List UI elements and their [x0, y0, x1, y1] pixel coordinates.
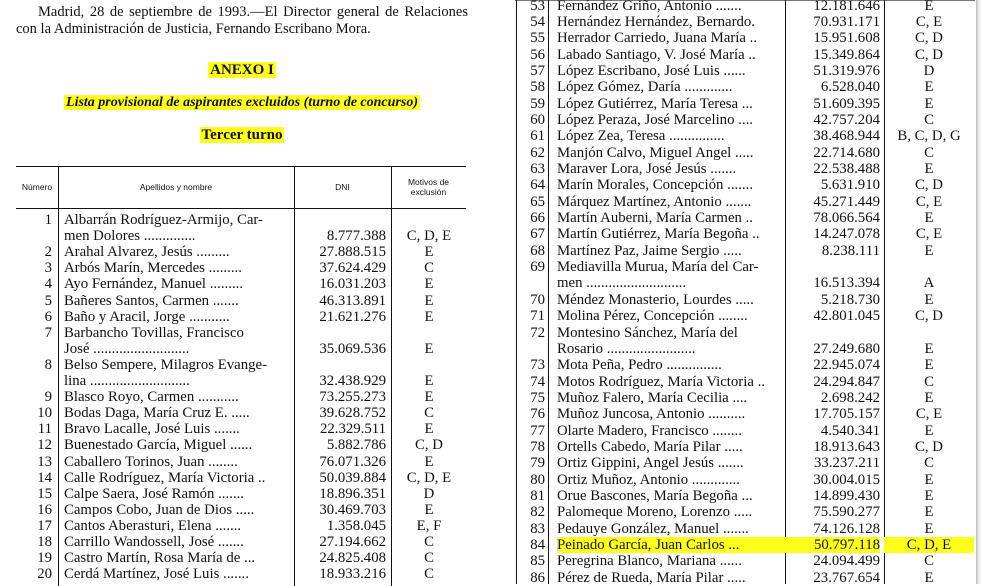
- table-row: [516, 63, 976, 79]
- row-motives: E: [424, 373, 434, 389]
- row-name: Arahal Alvarez, Jesús .........: [64, 244, 230, 261]
- table-row: [516, 161, 976, 177]
- table-row: [516, 504, 976, 520]
- row-dni: 32.438.929: [319, 373, 386, 389]
- row-name: men ...........................: [557, 275, 687, 292]
- table-row: [516, 488, 976, 504]
- table-row: [16, 421, 466, 437]
- row-motives: E: [424, 389, 434, 406]
- row-number: 84: [530, 537, 545, 554]
- row-number: 10: [37, 405, 52, 422]
- row-number: 71: [530, 308, 545, 325]
- row-number: 67: [530, 226, 545, 243]
- table-row: [16, 454, 466, 470]
- row-motives: C: [424, 260, 434, 277]
- table-row: [516, 423, 976, 439]
- table-row: [16, 228, 466, 244]
- header-number: Número: [21, 182, 53, 192]
- row-name: Castro Martín, Rosa María de ...: [64, 550, 256, 567]
- row-dni: 16.513.394: [813, 275, 880, 292]
- table-row: [516, 374, 976, 390]
- row-number: 15: [37, 485, 52, 502]
- table-row: [16, 486, 466, 502]
- table-row: [516, 406, 976, 422]
- row-name: Maraver Lora, José Jesús .......: [557, 161, 737, 177]
- row-name: Mota Peña, Pedro ...............: [557, 357, 722, 374]
- row-name: Bodas Daga, María Cruz E. .....: [64, 405, 250, 422]
- row-motives: E: [924, 0, 934, 14]
- row-motives: E: [424, 308, 434, 325]
- row-dni: 22.714.680: [813, 144, 880, 161]
- row-name: Arbós Marín, Mercedes .........: [64, 260, 242, 277]
- table-row: [16, 550, 466, 566]
- table-row: [16, 566, 466, 582]
- row-dni: 35.069.536: [319, 340, 386, 357]
- row-name: Ortiz Muñoz, Antonio .............: [557, 471, 740, 488]
- row-motives: C: [924, 111, 934, 128]
- row-number: 7: [44, 324, 52, 341]
- row-number: 4: [44, 276, 52, 293]
- row-name: Cantos Aberasturi, Elena .......: [64, 517, 242, 534]
- header-dni: DNI: [335, 182, 350, 192]
- table-row: [516, 472, 976, 488]
- table-row: [516, 243, 976, 259]
- row-motives: E: [924, 357, 934, 374]
- row-name: López Zea, Teresa ...............: [557, 128, 725, 145]
- row-number: 80: [530, 471, 545, 488]
- row-number: 6: [44, 308, 52, 325]
- row-dni: 17.705.157: [813, 406, 880, 423]
- table-row: [516, 210, 976, 226]
- row-name: Martín Gutiérrez, María Begoña ..: [557, 226, 760, 243]
- row-number: 83: [530, 520, 545, 537]
- table-row: [16, 260, 466, 276]
- row-motives: C, E: [915, 226, 943, 243]
- row-name: Peregrina Blanco, Mariana ......: [557, 553, 742, 570]
- row-motives: E: [924, 471, 934, 488]
- table-row: [16, 502, 466, 518]
- row-name: Olarte Madero, Francisco ........: [557, 422, 742, 439]
- row-number: 68: [530, 242, 545, 259]
- table-row: [516, 308, 976, 324]
- table-row: [516, 455, 976, 471]
- row-dni: 16.031.203: [319, 276, 386, 293]
- row-dni: 15.349.864: [813, 46, 880, 63]
- row-dni: 24.825.408: [319, 550, 386, 567]
- row-number: 5: [44, 292, 52, 309]
- row-name: Méndez Monasterio, Lourdes .....: [557, 291, 754, 308]
- table-row: [16, 470, 466, 486]
- row-number: 20: [37, 566, 52, 583]
- row-dni: 27.888.515: [319, 244, 386, 261]
- row-number: 12: [37, 437, 52, 454]
- row-motives: B, C, D, G: [897, 128, 961, 145]
- row-dni: 5.882.786: [326, 437, 386, 454]
- row-motives: A: [923, 275, 935, 292]
- row-dni: 33.237.211: [813, 455, 880, 472]
- table-row: [516, 226, 976, 242]
- row-motives: C: [424, 566, 434, 583]
- row-name: Carrillo Wandossell, José .......: [64, 534, 244, 550]
- row-motives: E: [924, 242, 934, 259]
- row-number: 53: [530, 0, 545, 14]
- table-row: [16, 389, 466, 405]
- row-name: Blasco Royo, Carmen ...........: [64, 389, 239, 406]
- row-dni: 37.624.429: [319, 260, 386, 277]
- row-dni: 78.066.564: [813, 210, 880, 227]
- table-row: [516, 259, 976, 275]
- row-dni: 50.797.118: [788, 537, 880, 553]
- row-dni: 18.896.351: [319, 485, 386, 502]
- row-motives: E: [924, 95, 934, 112]
- row-name: Martínez Paz, Jaime Sergio .....: [557, 242, 742, 259]
- row-dni: 4.540.341: [820, 422, 880, 439]
- row-dni: 45.271.449: [813, 193, 880, 210]
- row-number: 85: [530, 553, 545, 570]
- row-number: 81: [530, 488, 545, 504]
- row-motives: E: [924, 422, 934, 439]
- row-dni: 42.801.045: [813, 308, 880, 325]
- table-row: [16, 341, 466, 357]
- row-number: 75: [530, 389, 545, 406]
- row-number: 70: [530, 291, 545, 308]
- row-dni: 30.004.015: [813, 471, 880, 488]
- table-row: [16, 325, 466, 341]
- list-title: [16, 95, 468, 111]
- row-number: 8: [44, 356, 52, 373]
- table-header-rule: [16, 208, 466, 209]
- row-dni: 70.931.171: [813, 13, 880, 30]
- row-number: 62: [530, 144, 545, 161]
- row-number: 61: [530, 128, 545, 145]
- row-motives: E: [424, 453, 434, 470]
- row-number: 2: [44, 244, 52, 261]
- table-row: [516, 128, 976, 144]
- row-name: López Gómez, Daría .............: [557, 79, 733, 96]
- row-motives: C: [424, 534, 434, 550]
- row-name: Calpe Saera, José Ramón .......: [64, 485, 244, 502]
- row-number: 77: [530, 422, 545, 439]
- row-number: 13: [37, 453, 52, 470]
- header-name: Apellidos y nombre: [139, 182, 213, 192]
- row-dni: 24.094.499: [813, 553, 880, 570]
- row-dni: 2.698.242: [820, 389, 880, 406]
- row-name: Buenestado García, Miguel ......: [64, 437, 253, 454]
- row-motives: E: [924, 79, 934, 96]
- row-name: Ayo Fernández, Manuel .........: [64, 276, 244, 293]
- annex-title: [16, 62, 468, 79]
- table-row: [516, 537, 976, 553]
- row-name: Hernández Hernández, Bernardo.: [557, 13, 756, 30]
- row-number: 16: [37, 501, 52, 518]
- row-name: Muñoz Falero, María Cecilia ....: [557, 389, 748, 406]
- row-name: López Escribano, José Luis ......: [557, 62, 746, 79]
- row-motives: E: [924, 488, 934, 504]
- row-name: Baño y Aracil, Jorge ...........: [64, 308, 230, 325]
- row-name: Manjón Calvo, Miguel Angel .....: [557, 144, 754, 161]
- table-row: [16, 293, 466, 309]
- row-name: Cerdá Martínez, José Luis .......: [64, 566, 249, 583]
- table-row: [16, 212, 466, 228]
- row-motives: C, E: [915, 193, 943, 210]
- table-row: [516, 96, 976, 112]
- row-name: Peinado García, Juan Carlos ...: [557, 537, 799, 553]
- row-motives: C: [924, 455, 934, 472]
- row-number: 86: [530, 569, 545, 586]
- table-row: [16, 437, 466, 453]
- row-number: 54: [530, 13, 545, 30]
- row-motives: C, D, E: [406, 469, 452, 486]
- list-title-text: Lista provisional de aspirantes excluidos (turno de concurso): [66, 95, 418, 110]
- row-name: Labado Santiago, V. José María ..: [557, 46, 756, 63]
- row-dni: 74.126.128: [813, 520, 880, 537]
- header-motives: Motivos de exclusión: [407, 177, 450, 197]
- row-motives: E: [924, 389, 934, 406]
- row-motives: C, D, E: [406, 228, 452, 245]
- row-name: Barbancho Tovillas, Francisco: [64, 324, 244, 341]
- row-number: 72: [530, 324, 545, 341]
- table-row: [16, 357, 466, 373]
- row-dni: 21.621.276: [319, 308, 386, 325]
- row-motives: E: [924, 210, 934, 227]
- row-motives: C: [924, 553, 934, 570]
- row-motives: E: [924, 291, 934, 308]
- row-dni: 5.218.730: [820, 291, 880, 308]
- row-name: Herrador Carriedo, Juana María ..: [557, 30, 758, 47]
- row-name: Muñoz Juncosa, Antonio ..........: [557, 406, 746, 423]
- row-dni: 51.319.976: [813, 62, 880, 79]
- row-name: López Peraza, José Marcelino ....: [557, 111, 753, 128]
- row-motives: E: [924, 504, 934, 521]
- row-motives: C, D: [915, 30, 943, 47]
- row-name: Ortells Cabedo, María Pilar .....: [557, 438, 743, 455]
- row-motives: C: [924, 144, 934, 161]
- row-name: López Gutiérrez, María Teresa ...: [557, 95, 753, 112]
- row-motives: C, D: [915, 46, 943, 63]
- row-dni: 50.039.884: [319, 469, 386, 486]
- row-number: 82: [530, 504, 545, 521]
- row-motives: C, D, E: [884, 537, 974, 553]
- table-row: [516, 439, 976, 455]
- row-number: 60: [530, 111, 545, 128]
- row-motives: E: [924, 161, 934, 177]
- row-motives: E: [924, 340, 934, 357]
- row-name: Pedauye González, Manuel .......: [557, 520, 749, 537]
- row-name: lina ...........................: [64, 373, 190, 389]
- row-name: Pérez de Rueda, María Pilar .....: [557, 569, 746, 586]
- table-row: [516, 194, 976, 210]
- row-number: 17: [37, 517, 52, 534]
- row-motives: E: [424, 244, 434, 261]
- row-number: 69: [530, 259, 545, 276]
- row-name: Motos Rodríguez, María Victoria ..: [557, 373, 766, 390]
- row-name: Calle Rodríguez, María Victoria ..: [64, 469, 266, 486]
- row-name: Caballero Torinos, Juan ........: [64, 453, 238, 470]
- table-row: [516, 0, 976, 14]
- row-motives: E, F: [416, 517, 442, 534]
- row-dni: 18.913.643: [813, 438, 880, 455]
- row-number: 66: [530, 210, 545, 227]
- row-dni: 22.538.488: [813, 161, 880, 177]
- row-number: 14: [37, 469, 52, 486]
- table-row: [516, 47, 976, 63]
- row-number: 63: [530, 161, 545, 177]
- row-dni: 18.933.216: [319, 566, 386, 583]
- row-name: Molina Pérez, Concepción ........: [557, 308, 748, 325]
- row-name: Márquez Martínez, Antonio .......: [557, 193, 752, 210]
- row-number: 55: [530, 30, 545, 47]
- row-number: 1: [44, 212, 52, 228]
- table-row: [516, 112, 976, 128]
- row-name: Marín Morales, Concepción .......: [557, 177, 754, 194]
- table-row: [516, 325, 976, 341]
- excluded-table-left: [16, 166, 466, 586]
- signature-text: Madrid, 28 de septiembre de 1993.—El Director general de Relaciones con la Administración de Justicia, Fernando Escribano Mora.: [16, 4, 468, 37]
- row-motives: E: [424, 292, 434, 309]
- row-motives: C, D: [915, 438, 943, 455]
- row-name: Martín Auberni, María Carmen ..: [557, 210, 754, 227]
- row-motives: C, E: [915, 13, 943, 30]
- row-dni: 6.528.040: [820, 79, 880, 96]
- row-name: Ortiz Gippini, Angel Jesús .......: [557, 455, 744, 472]
- row-motives: E: [924, 520, 934, 537]
- row-name: Albarrán Rodríguez-Armijo, Car-: [64, 212, 263, 228]
- row-dni: 38.468.944: [813, 128, 880, 145]
- row-number: 79: [530, 455, 545, 472]
- row-number: 65: [530, 193, 545, 210]
- row-number: 78: [530, 438, 545, 455]
- row-name: Montesino Sánchez, María del: [557, 324, 738, 341]
- row-dni: 24.294.847: [813, 373, 880, 390]
- row-name: Palomeque Moreno, Lorenzo .....: [557, 504, 753, 521]
- row-dni: 75.590.277: [813, 504, 880, 521]
- row-motives: C, D: [415, 437, 443, 454]
- row-name: Campos Cobo, Juan de Dios .....: [64, 501, 255, 518]
- row-name: Rosario ........................: [557, 340, 696, 357]
- row-dni: 39.628.752: [319, 405, 386, 422]
- row-dni: 15.951.608: [813, 30, 880, 47]
- row-dni: 5.631.910: [820, 177, 880, 194]
- row-dni: 12.181.646: [813, 0, 880, 14]
- row-dni: 8.238.111: [821, 242, 880, 259]
- annex-title-text: ANEXO I: [210, 62, 274, 78]
- row-number: 74: [530, 373, 545, 390]
- table-row: [516, 390, 976, 406]
- row-name: Belso Sempere, Milagros Evange-: [64, 356, 267, 373]
- table-row: [516, 521, 976, 537]
- table-row: [16, 373, 466, 389]
- signature-paragraph: [16, 4, 468, 38]
- row-dni: 14.899.430: [813, 488, 880, 504]
- turn-title: [16, 127, 468, 144]
- row-number: 19: [37, 550, 52, 567]
- page-edge-shadow: [976, 0, 992, 584]
- row-dni: 22.945.074: [813, 357, 880, 374]
- table-row: [516, 30, 976, 46]
- row-motives: C, D: [915, 177, 943, 194]
- row-dni: 8.777.388: [326, 228, 386, 245]
- row-dni: 73.255.273: [319, 389, 386, 406]
- row-dni: 1.358.045: [326, 517, 386, 534]
- row-motives: E: [424, 276, 434, 293]
- row-name: José ..........................: [64, 340, 190, 357]
- row-dni: 30.469.703: [319, 501, 386, 518]
- row-number: 11: [37, 421, 52, 438]
- table-row: [516, 79, 976, 95]
- table-row: [16, 309, 466, 325]
- row-motives: D: [423, 485, 435, 502]
- row-motives: D: [923, 62, 935, 79]
- table-row: [516, 553, 976, 569]
- row-number: 64: [530, 177, 545, 194]
- table-row: [516, 357, 976, 373]
- row-dni: 46.313.891: [319, 292, 386, 309]
- table-row: [516, 14, 976, 30]
- row-name: men Dolores ..............: [64, 228, 196, 245]
- table-row: [16, 276, 466, 292]
- row-dni: 76.071.326: [319, 453, 386, 470]
- row-name: Bañeres Santos, Carmen .......: [64, 292, 239, 309]
- row-dni: 22.329.511: [319, 421, 386, 438]
- turn-title-text: Tercer turno: [201, 127, 283, 143]
- row-motives: E: [424, 340, 434, 357]
- row-dni: 27.249.680: [813, 340, 880, 357]
- row-name: Mediavilla Murua, María del Car-: [557, 259, 759, 276]
- row-motives: C: [924, 373, 934, 390]
- row-motives: C: [424, 405, 434, 422]
- row-dni: 51.609.395: [813, 95, 880, 112]
- row-motives: E: [424, 501, 434, 518]
- row-number: 58: [530, 79, 545, 96]
- row-motives: E: [424, 421, 434, 438]
- row-motives: C: [424, 550, 434, 567]
- table-row: [516, 292, 976, 308]
- row-motives: E: [924, 569, 934, 586]
- row-number: 76: [530, 406, 545, 423]
- row-number: 73: [530, 357, 545, 374]
- row-dni: 42.757.204: [813, 111, 880, 128]
- row-name: Orue Bascones, María Begoña ...: [557, 488, 753, 504]
- row-motives: C, E: [915, 406, 943, 423]
- row-dni: 14.247.078: [813, 226, 880, 243]
- row-number: 56: [530, 46, 545, 63]
- table-row: [516, 177, 976, 193]
- row-motives: C, D: [915, 308, 943, 325]
- row-number: 18: [37, 534, 52, 550]
- row-number: 9: [44, 389, 52, 406]
- row-name: Fernández Griño, Antonio .......: [557, 0, 742, 14]
- table-row: [516, 275, 976, 291]
- row-dni: 27.194.662: [319, 534, 386, 550]
- table-row: [516, 341, 976, 357]
- row-name: Bravo Lacalle, José Luis .......: [64, 421, 240, 438]
- row-number: 57: [530, 62, 545, 79]
- row-number: 3: [44, 260, 52, 277]
- table-row: [16, 534, 466, 550]
- table-row: [516, 145, 976, 161]
- row-dni: 23.767.654: [813, 569, 880, 586]
- table-row: [16, 244, 466, 260]
- table-row: [16, 405, 466, 421]
- table-row: [16, 518, 466, 534]
- row-number: 59: [530, 95, 545, 112]
